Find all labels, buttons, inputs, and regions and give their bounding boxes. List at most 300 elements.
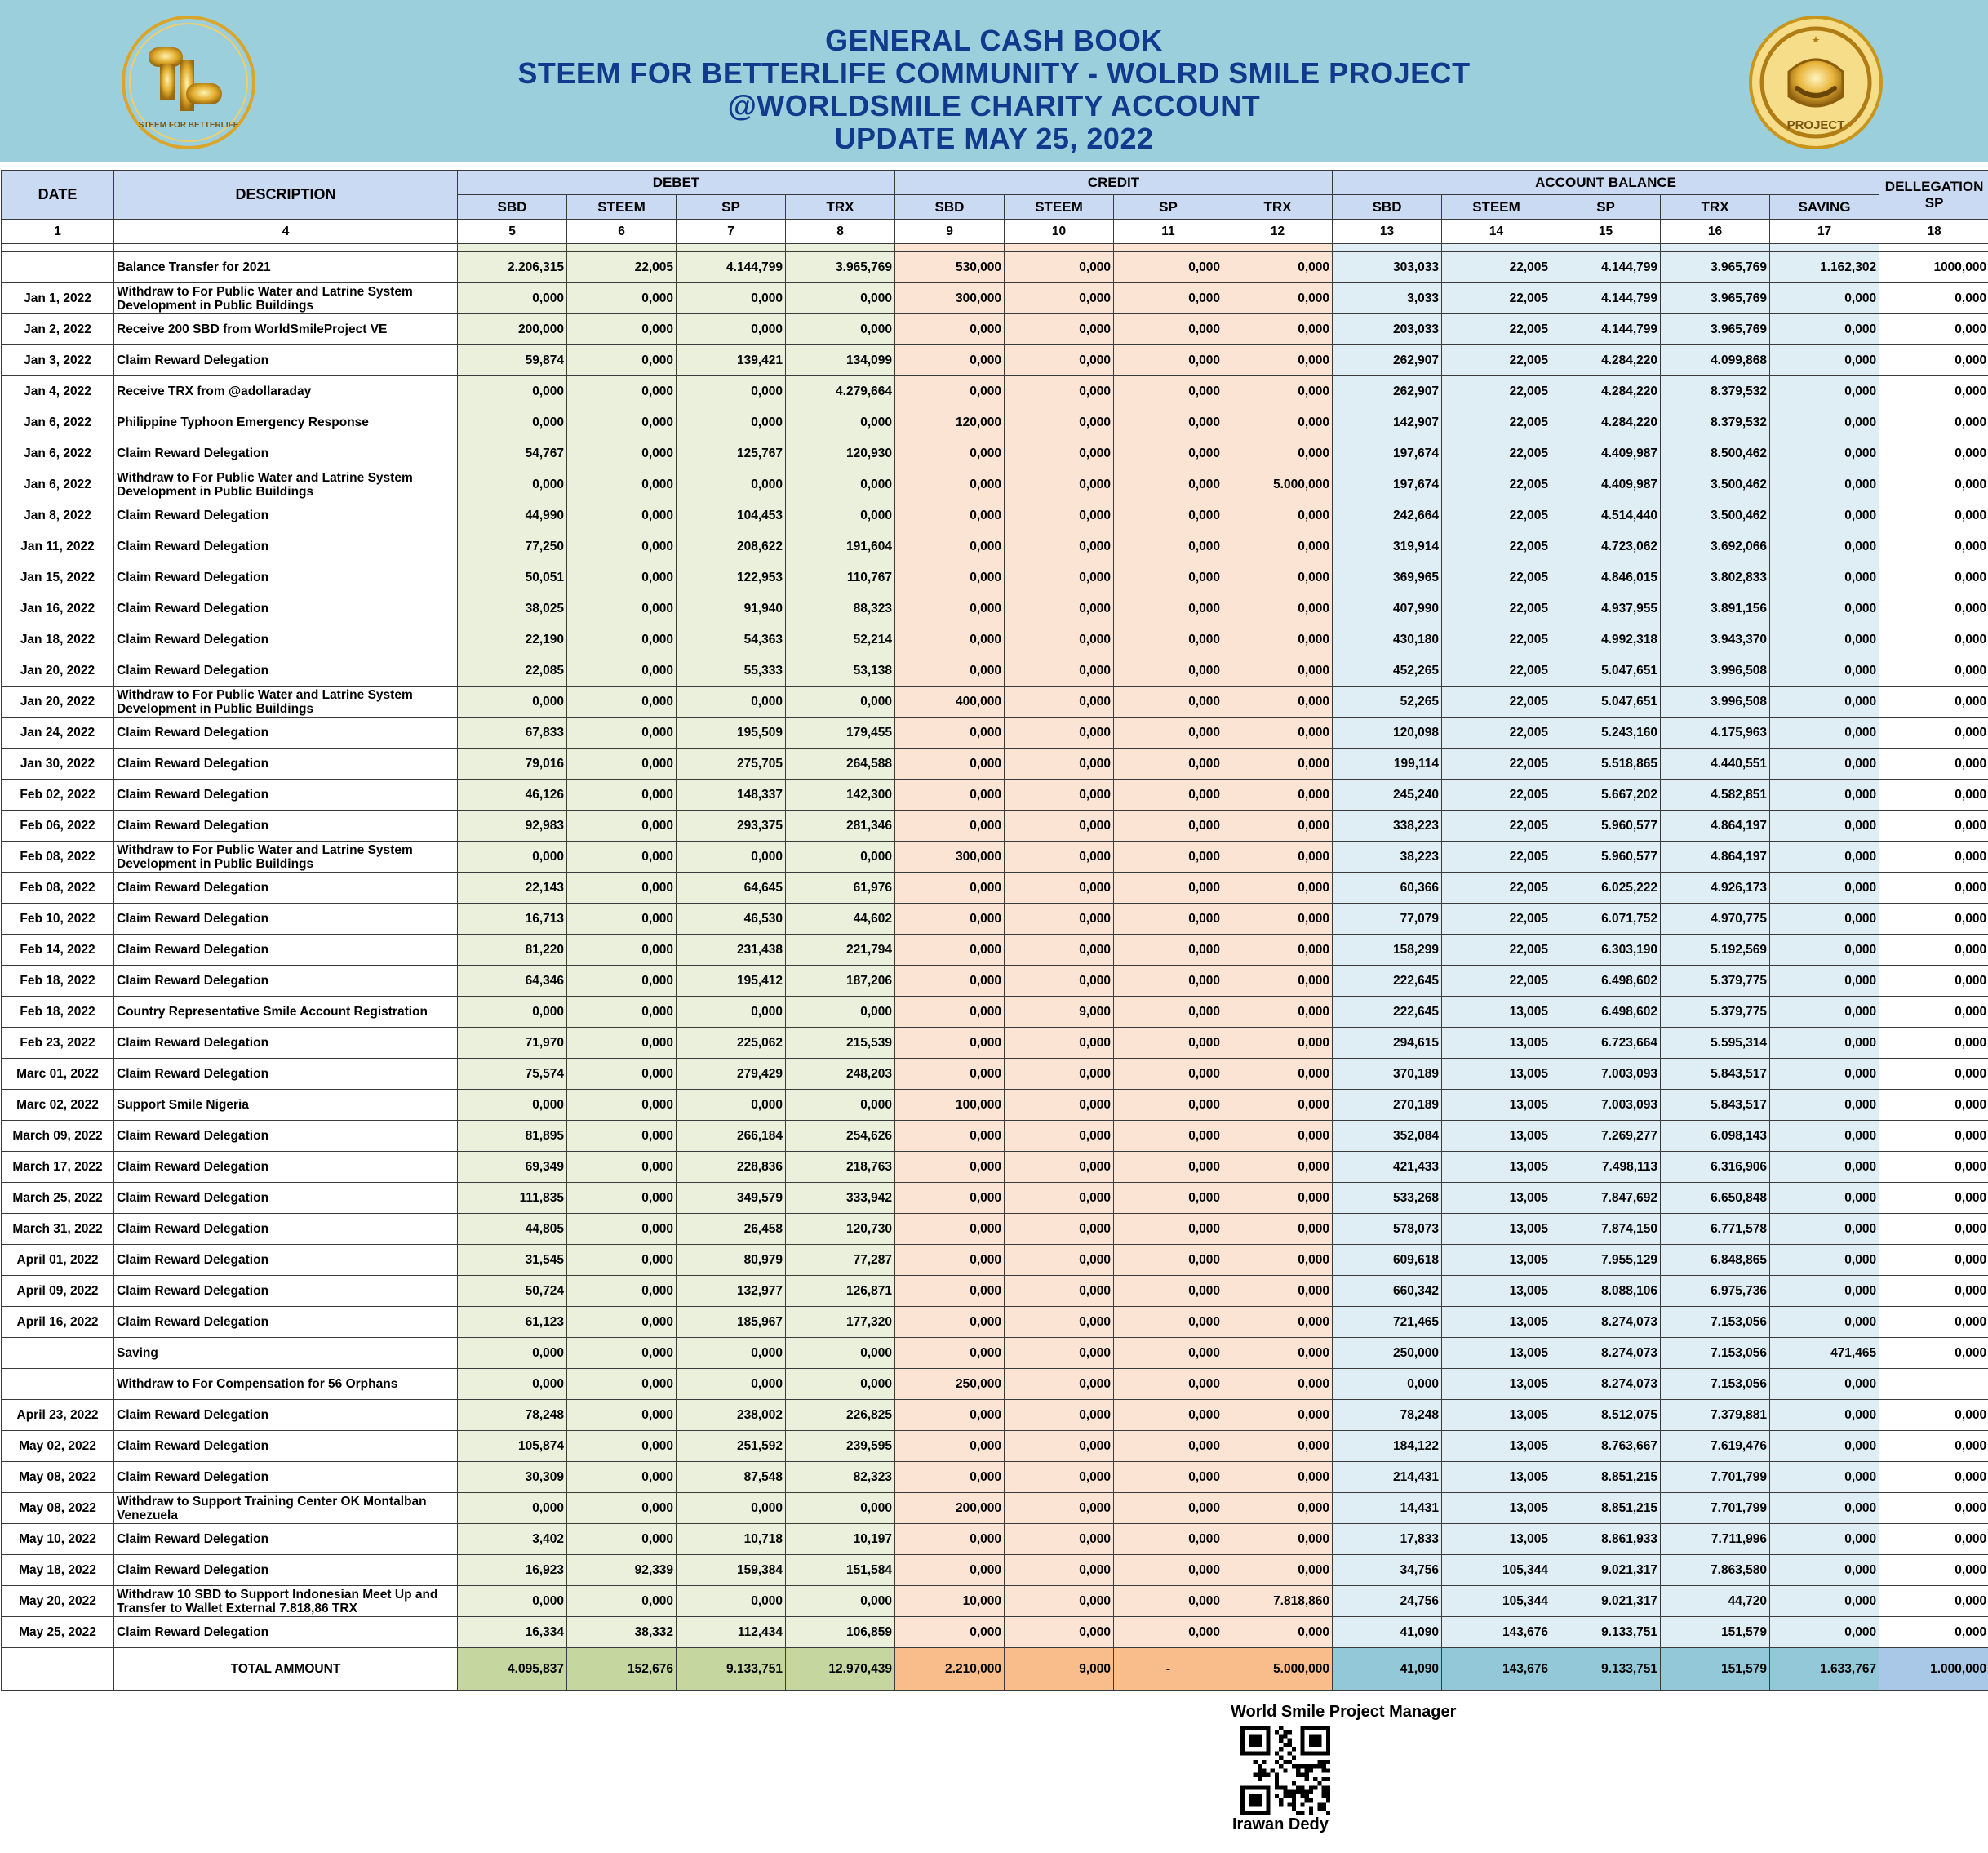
row-value: 0,000 [458,283,567,314]
row-date: April 09, 2022 [2,1276,114,1307]
row-value: 30,309 [458,1462,567,1493]
row-value: 13,005 [1442,1152,1551,1183]
row-value: 22,005 [1442,687,1551,718]
row-date: Jan 6, 2022 [2,469,114,500]
row-value: 0,000 [1879,1307,1988,1338]
row-value: 104,453 [677,500,786,531]
row-value: 0,000 [1879,1276,1988,1307]
row-value: 0,000 [1879,469,1988,500]
row-value: 471,465 [1770,1338,1879,1369]
row-date: April 01, 2022 [2,1245,114,1276]
row-value: 13,005 [1442,1276,1551,1307]
row-value: 0,000 [1879,873,1988,904]
row-value: 38,223 [1333,842,1442,873]
spacer-row [2,244,1988,252]
row-date: May 08, 2022 [2,1462,114,1493]
row-value: 4.284,220 [1551,376,1661,407]
row-value: 44,805 [458,1214,567,1245]
row-value: 4.864,197 [1661,811,1770,842]
total-value: 1.633,767 [1770,1648,1879,1691]
row-value: 0,000 [1005,1493,1114,1524]
row-value: 0,000 [1223,283,1333,314]
row-value: 0,000 [458,469,567,500]
row-value: 0,000 [458,376,567,407]
row-value: 5.960,577 [1551,811,1661,842]
table-row [2,749,1988,780]
table-row [2,1245,1988,1276]
row-value: 0,000 [1005,1121,1114,1152]
row-value: 13,005 [1442,1307,1551,1338]
row-value: 0,000 [1223,718,1333,749]
row-value: 4.284,220 [1551,407,1661,438]
row-value: 0,000 [1114,314,1223,345]
col-number: 13 [1333,220,1442,244]
row-value: 10,197 [786,1524,895,1555]
col-sub-header: STEEM [1005,195,1114,220]
row-value: 0,000 [1879,1121,1988,1152]
row-value: 5.843,517 [1661,1090,1770,1121]
row-value: 0,000 [1223,935,1333,966]
row-value: 0,000 [1114,1028,1223,1059]
row-value: 13,005 [1442,1090,1551,1121]
row-value: 16,334 [458,1617,567,1648]
row-date: May 18, 2022 [2,1555,114,1586]
row-value: 0,000 [1114,1369,1223,1400]
row-value: 0,000 [1114,469,1223,500]
row-value: 0,000 [677,1338,786,1369]
row-value: 239,595 [786,1431,895,1462]
row-value: 0,000 [1770,1431,1879,1462]
row-date: April 23, 2022 [2,1400,114,1431]
row-value: 0,000 [1005,1400,1114,1431]
row-value: 6.650,848 [1661,1183,1770,1214]
table-row [2,1028,1988,1059]
row-value: 333,942 [786,1183,895,1214]
row-value: 0,000 [567,562,677,593]
row-value: 0,000 [1005,500,1114,531]
row-value: 4.846,015 [1551,562,1661,593]
row-value: 262,907 [1333,345,1442,376]
col-date-header: DATE [2,171,114,220]
row-value: 46,530 [677,904,786,935]
row-value: 111,835 [458,1183,567,1214]
row-value: 254,626 [786,1121,895,1152]
row-value: 139,421 [677,345,786,376]
row-value: 0,000 [677,842,786,873]
row-value: 245,240 [1333,780,1442,811]
row-value: 0,000 [1223,1493,1333,1524]
row-value: 50,051 [458,562,567,593]
row-value: 0,000 [1770,469,1879,500]
row-description: Claim Reward Delegation [114,1276,458,1307]
row-value: 78,248 [458,1400,567,1431]
row-value: 266,184 [677,1121,786,1152]
row-value: 148,337 [677,780,786,811]
row-value: 8.088,106 [1551,1276,1661,1307]
table-row [2,997,1988,1028]
row-value: 0,000 [1879,718,1988,749]
row-description: Claim Reward Delegation [114,873,458,904]
row-value: 0,000 [1879,562,1988,593]
row-value: 0,000 [567,283,677,314]
row-value: 52,214 [786,624,895,655]
row-value: 24,756 [1333,1586,1442,1617]
row-value: 22,005 [1442,842,1551,873]
row-value: 6.498,602 [1551,997,1661,1028]
row-value: 0,000 [895,624,1005,655]
table-row [2,1090,1988,1121]
row-value: 0,000 [1114,531,1223,562]
row-value: 0,000 [1770,593,1879,624]
row-value: 34,756 [1333,1555,1442,1586]
row-date: Feb 02, 2022 [2,780,114,811]
row-description: Claim Reward Delegation [114,1183,458,1214]
table-row [2,718,1988,749]
row-value: 0,000 [895,1059,1005,1090]
row-value: 3.802,833 [1661,562,1770,593]
total-value: 41,090 [1333,1648,1442,1691]
table-row [2,1555,1988,1586]
row-value: 195,509 [677,718,786,749]
row-value: 0,000 [567,1152,677,1183]
row-value: 0,000 [1879,531,1988,562]
row-value: 4.284,220 [1551,345,1661,376]
row-value: 4.514,440 [1551,500,1661,531]
row-value: 0,000 [1770,1586,1879,1617]
row-value: 0,000 [567,1493,677,1524]
row-value: 0,000 [567,469,677,500]
row-value: 22,005 [1442,655,1551,687]
row-value: 721,465 [1333,1307,1442,1338]
title-line-3: @WORLDSMILE CHARITY ACCOUNT [727,89,1261,122]
row-value: 4.440,551 [1661,749,1770,780]
row-value: 0,000 [786,469,895,500]
row-value: 0,000 [1770,1121,1879,1152]
row-value: 0,000 [1223,966,1333,997]
row-value: 270,189 [1333,1090,1442,1121]
table-row [2,562,1988,593]
row-value: 22,005 [1442,500,1551,531]
row-description: Country Representative Smile Account Registration [114,997,458,1028]
row-value: 5.595,314 [1661,1028,1770,1059]
row-description: Balance Transfer for 2021 [114,252,458,283]
row-value: 4.992,318 [1551,624,1661,655]
row-value: 0,000 [1879,1586,1988,1617]
row-value: 319,914 [1333,531,1442,562]
row-value: 0,000 [1879,687,1988,718]
row-value: 3.500,462 [1661,469,1770,500]
row-value: 0,000 [1879,593,1988,624]
row-value: 0,000 [895,562,1005,593]
row-value: 0,000 [895,966,1005,997]
row-description: Claim Reward Delegation [114,718,458,749]
row-value: 0,000 [786,407,895,438]
col-sub-header: SBD [1333,195,1442,220]
col-number: 17 [1770,220,1879,244]
row-value: 0,000 [1114,376,1223,407]
row-value: 22,143 [458,873,567,904]
row-value: 0,000 [1005,376,1114,407]
row-description: Withdraw to For Public Water and Latrine System Development in Public Buildings [114,469,458,500]
row-value: 215,539 [786,1028,895,1059]
row-description: Claim Reward Delegation [114,904,458,935]
row-date: May 25, 2022 [2,1617,114,1648]
col-number: 16 [1661,220,1770,244]
row-value: 61,123 [458,1307,567,1338]
table-row [2,469,1988,500]
row-value: 0,000 [458,407,567,438]
row-value: 13,005 [1442,1400,1551,1431]
total-value: 143,676 [1442,1648,1551,1691]
row-value: 50,724 [458,1276,567,1307]
row-value: 4.144,799 [1551,314,1661,345]
row-value: 143,676 [1442,1617,1551,1648]
row-value: 0,000 [1770,531,1879,562]
row-value: 0,000 [1114,1586,1223,1617]
total-value: 5.000,000 [1223,1648,1333,1691]
row-value: 0,000 [567,624,677,655]
row-value: 7.153,056 [1661,1307,1770,1338]
row-value: 0,000 [1114,1617,1223,1648]
row-value: 0,000 [1223,1214,1333,1245]
spacer-cell [1333,244,1442,252]
row-value: 91,940 [677,593,786,624]
row-value: 6.771,578 [1661,1214,1770,1245]
row-value: 52,265 [1333,687,1442,718]
row-value: 10,718 [677,1524,786,1555]
row-value: 0,000 [895,935,1005,966]
row-value: 0,000 [677,687,786,718]
row-value: 609,618 [1333,1245,1442,1276]
table-row [2,438,1988,469]
row-value: 81,895 [458,1121,567,1152]
row-value: 75,574 [458,1059,567,1090]
row-value: 0,000 [1879,438,1988,469]
row-date: Jan 6, 2022 [2,407,114,438]
row-value: 0,000 [1114,562,1223,593]
row-value: 0,000 [1879,966,1988,997]
row-date: Jan 4, 2022 [2,376,114,407]
row-value: 279,429 [677,1059,786,1090]
row-value: 242,664 [1333,500,1442,531]
row-value: 0,000 [1770,1524,1879,1555]
row-value: 4.926,173 [1661,873,1770,904]
row-value: 158,299 [1333,935,1442,966]
row-value: 0,000 [1005,811,1114,842]
row-value: 0,000 [1223,811,1333,842]
row-value: 0,000 [1005,842,1114,873]
row-value: 80,979 [677,1245,786,1276]
row-value: 5.192,569 [1661,935,1770,966]
table-row [2,531,1988,562]
row-value: 218,763 [786,1152,895,1183]
row-value: 8.274,073 [1551,1369,1661,1400]
row-value: 251,592 [677,1431,786,1462]
row-value: 142,907 [1333,407,1442,438]
row-value: 151,584 [786,1555,895,1586]
row-value: 0,000 [1879,842,1988,873]
row-value: 0,000 [1114,1152,1223,1183]
row-description: Withdraw to For Public Water and Latrine System Development in Public Buildings [114,687,458,718]
row-value: 0,000 [1114,1431,1223,1462]
row-date: Jan 2, 2022 [2,314,114,345]
row-value: 0,000 [1223,687,1333,718]
row-value: 0,000 [567,1369,677,1400]
row-value: 0,000 [1114,1183,1223,1214]
col-balance-header: ACCOUNT BALANCE [1333,171,1879,195]
row-value: 0,000 [1114,655,1223,687]
row-value: 0,000 [1005,283,1114,314]
row-value: 203,033 [1333,314,1442,345]
row-value: 8.851,215 [1551,1493,1661,1524]
row-value: 0,000 [895,718,1005,749]
row-description: Claim Reward Delegation [114,749,458,780]
row-value: 0,000 [1879,1245,1988,1276]
row-value: 0,000 [1223,842,1333,873]
row-value: 0,000 [1879,376,1988,407]
row-value: 281,346 [786,811,895,842]
row-value: 0,000 [1114,500,1223,531]
row-value: 78,248 [1333,1400,1442,1431]
row-value: 0,000 [1114,624,1223,655]
row-value: 0,000 [1879,1183,1988,1214]
row-value: 13,005 [1442,1245,1551,1276]
row-value: 26,458 [677,1214,786,1245]
title-line-1: GENERAL CASH BOOK [825,24,1163,57]
row-value: 22,005 [1442,469,1551,500]
row-value: 262,907 [1333,376,1442,407]
row-value: 22,005 [1442,749,1551,780]
row-value: 0,000 [786,283,895,314]
table-row [2,1400,1988,1431]
row-value: 0,000 [1879,345,1988,376]
row-date: Jan 18, 2022 [2,624,114,655]
row-value: 0,000 [1114,904,1223,935]
row-value: 7.701,799 [1661,1493,1770,1524]
row-value: 0,000 [1114,438,1223,469]
row-value: 0,000 [1770,500,1879,531]
world-smile-project-logo-icon [1748,15,1884,150]
row-value: 3.943,370 [1661,624,1770,655]
row-value: 0,000 [458,1493,567,1524]
row-value: 120,730 [786,1214,895,1245]
row-value: 179,455 [786,718,895,749]
row-value: 0,000 [567,407,677,438]
row-value: 0,000 [895,1183,1005,1214]
row-value: 0,000 [1879,1617,1988,1648]
row-description: Claim Reward Delegation [114,1214,458,1245]
row-value: 0,000 [1770,811,1879,842]
row-value: 9.021,317 [1551,1586,1661,1617]
row-value: 9.133,751 [1551,1617,1661,1648]
row-value: 0,000 [567,1431,677,1462]
row-value: 0,000 [567,1245,677,1276]
row-value: 0,000 [567,749,677,780]
row-value: 0,000 [1879,1152,1988,1183]
row-value [1879,1369,1988,1400]
row-value: 0,000 [567,1338,677,1369]
row-value: 6.316,906 [1661,1152,1770,1183]
row-value: 0,000 [677,283,786,314]
row-value: 9,000 [1005,997,1114,1028]
row-value: 105,874 [458,1431,567,1462]
row-value: 0,000 [1770,1555,1879,1586]
table-row [2,842,1988,873]
row-value: 0,000 [1879,624,1988,655]
col-sub-header: TRX [786,195,895,220]
row-value: 106,859 [786,1617,895,1648]
col-number: 18 [1879,220,1988,244]
row-value: 0,000 [1223,1183,1333,1214]
row-value: 0,000 [1770,1617,1879,1648]
row-value: 264,588 [786,749,895,780]
row-value: 0,000 [1770,718,1879,749]
row-value: 349,579 [677,1183,786,1214]
row-value: 0,000 [677,997,786,1028]
row-value: 22,005 [1442,593,1551,624]
total-value: 9.133,751 [1551,1648,1661,1691]
row-value: 22,005 [1442,562,1551,593]
row-value: 0,000 [1770,997,1879,1028]
row-value: 64,346 [458,966,567,997]
row-value: 7.863,580 [1661,1555,1770,1586]
row-value: 6.071,752 [1551,904,1661,935]
row-value: 0,000 [1770,1214,1879,1245]
spacer-cell [1223,244,1333,252]
row-value: 4.937,955 [1551,593,1661,624]
row-description: Claim Reward Delegation [114,1152,458,1183]
row-date: Jan 1, 2022 [2,283,114,314]
col-number: 7 [677,220,786,244]
row-value: 0,000 [1005,873,1114,904]
row-date: Jan 15, 2022 [2,562,114,593]
row-value: 4.723,062 [1551,531,1661,562]
row-value: 22,005 [1442,407,1551,438]
row-value: 0,000 [567,966,677,997]
total-value: - [1114,1648,1223,1691]
row-description: Claim Reward Delegation [114,624,458,655]
row-value: 0,000 [895,904,1005,935]
table-row [2,966,1988,997]
row-value: 275,705 [677,749,786,780]
row-value: 13,005 [1442,1493,1551,1524]
spacer-cell [114,244,458,252]
row-value: 0,000 [1114,407,1223,438]
row-value: 197,674 [1333,469,1442,500]
col-number: 8 [786,220,895,244]
row-date: Jan 30, 2022 [2,749,114,780]
row-value: 88,323 [786,593,895,624]
row-value: 0,000 [1770,345,1879,376]
row-date: Jan 11, 2022 [2,531,114,562]
row-value: 0,000 [1114,749,1223,780]
row-value: 0,000 [1770,1307,1879,1338]
row-value: 0,000 [567,718,677,749]
row-value: 7.003,093 [1551,1090,1661,1121]
row-value: 0,000 [895,1152,1005,1183]
row-value: 0,000 [1005,935,1114,966]
row-description: Claim Reward Delegation [114,1059,458,1090]
row-value: 303,033 [1333,252,1442,283]
row-value: 0,000 [567,531,677,562]
row-value: 120,098 [1333,718,1442,749]
row-value: 0,000 [1223,1369,1333,1400]
row-description: Claim Reward Delegation [114,655,458,687]
row-date: Jan 24, 2022 [2,718,114,749]
table-row [2,500,1988,531]
row-value: 22,005 [1442,531,1551,562]
row-value: 0,000 [1114,811,1223,842]
